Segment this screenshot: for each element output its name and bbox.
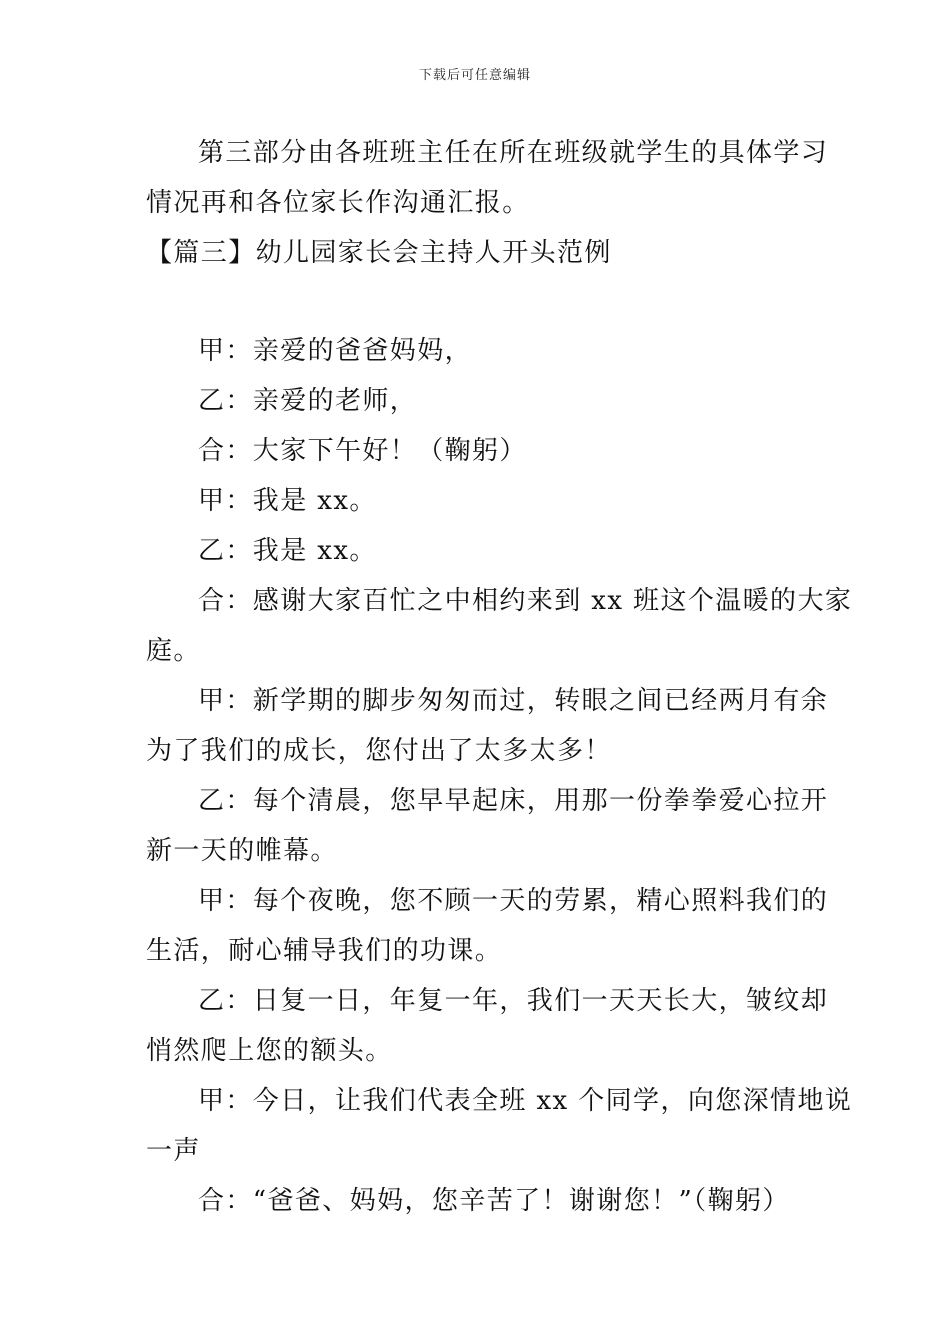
dialogue-line-continued: 生活，耐心辅导我们的功课。 (146, 936, 503, 966)
dialogue-line-continued: 庭。 (146, 636, 201, 666)
blank-line (146, 278, 810, 326)
dialogue-line: 甲：亲爱的爸爸妈妈， (198, 336, 473, 366)
paragraph-line: 情况再和各位家长作沟通汇报。 (146, 188, 530, 218)
section-heading: 【篇三】幼儿园家长会主持人开头范例 (146, 238, 612, 268)
dialogue-line: 乙：我是 xx。 (198, 536, 377, 566)
dialogue-line-continued: 为了我们的成长，您付出了太多太多！ (146, 736, 612, 766)
document-body (146, 128, 853, 1226)
dialogue-line: 甲：新学期的脚步匆匆而过，转眼之间已经两月有余 (198, 686, 829, 716)
dialogue-line: 合：大家下午好！（鞠躬） (198, 436, 527, 466)
dialogue-line: 合：感谢大家百忙之中相约来到 xx 班这个温暖的大家 (198, 586, 853, 616)
dialogue-line: 乙：每个清晨，您早早起床，用那一份拳拳爱心拉开 (198, 786, 829, 816)
dialogue-line-continued: 一声 (146, 1136, 201, 1166)
dialogue-line-continued: 悄然爬上您的额头。 (146, 1036, 393, 1066)
paragraph-line: 第三部分由各班班主任在所在班级就学生的具体学习 (198, 138, 829, 168)
dialogue-line: 合：“爸爸、妈妈，您辛苦了！谢谢您！”（鞠躬） (198, 1186, 790, 1216)
dialogue-line: 甲：今日，让我们代表全班 xx 个同学，向您深情地说 (198, 1086, 853, 1116)
dialogue-line: 甲：我是 xx。 (198, 486, 377, 516)
page-header: 下载后可任意编辑 (418, 68, 531, 83)
dialogue-line: 乙：亲爱的老师， (198, 386, 418, 416)
dialogue-line: 乙：日复一日，年复一年，我们一天天长大，皱纹却 (198, 986, 829, 1016)
dialogue-line-continued: 新一天的帷幕。 (146, 836, 338, 866)
dialogue-line: 甲：每个夜晚，您不顾一天的劳累，精心照料我们的 (198, 886, 829, 916)
